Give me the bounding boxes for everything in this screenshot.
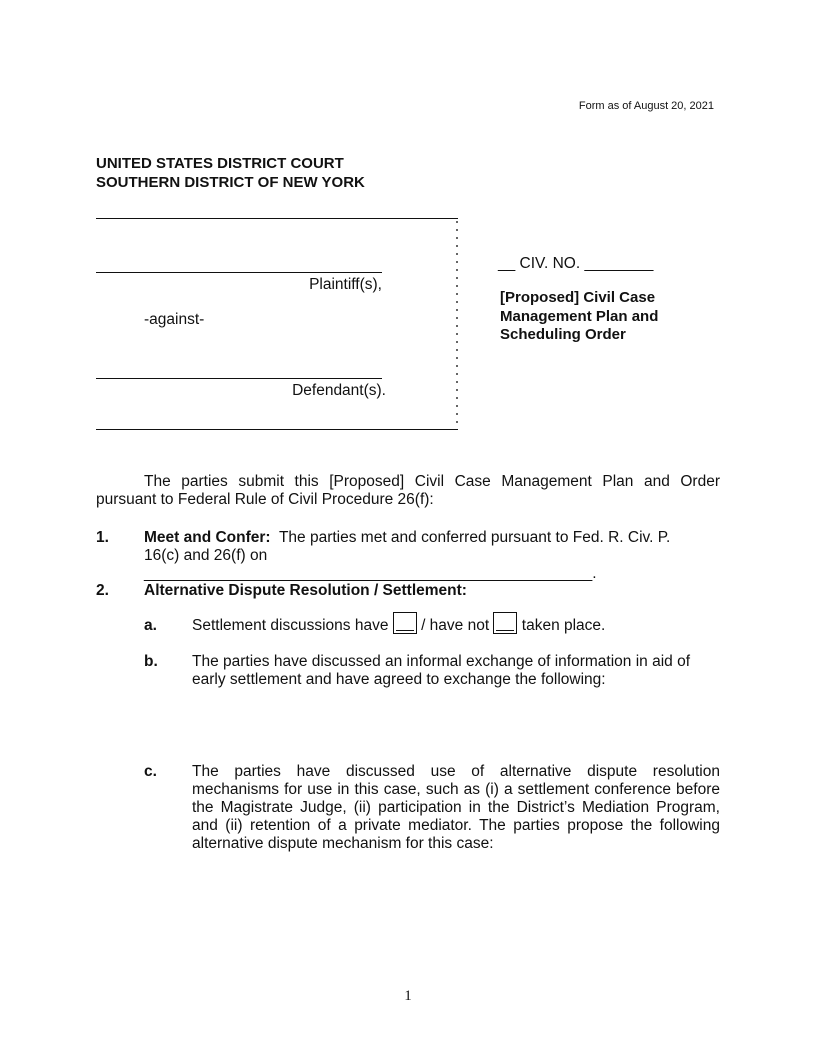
court-name-line2: SOUTHERN DISTRICT OF NEW YORK — [96, 174, 365, 191]
caption-bottom-rule — [96, 429, 458, 430]
section-1-text-line2: 16(c) and 26(f) on ____________________________________________________. — [144, 547, 597, 582]
court-name-line1: UNITED STATES DISTRICT COURT — [96, 155, 344, 172]
subsection-a-text-before: Settlement discussions have — [192, 617, 389, 634]
document-title-line3: Scheduling Order — [500, 326, 626, 343]
section-1-number: 1. — [96, 529, 109, 546]
plaintiff-label: Plaintiff(s), — [309, 276, 382, 293]
caption-top-rule — [96, 218, 458, 219]
intro-paragraph: The parties submit this [Proposed] Civil Case Management Plan and Order pursuant to Federal Rule of Civil Procedure 26(f): — [96, 473, 720, 508]
plaintiff-name-line — [96, 272, 382, 273]
have-checkbox[interactable] — [393, 612, 417, 634]
page-number: 1 — [404, 988, 412, 1004]
section-1-text-line1: The parties met and conferred pursuant to Fed. R. Civ. P. — [278, 529, 671, 546]
subsection-c-text: The parties have discussed use of alternative dispute resolution mechanisms for use in this case, such as (i) a settlement conference before the Magistrate Judge, (ii) participation in the District’s Mediation Program, and (ii) retention of a private mediator. The parties propose the following alternative dispute mechanism for this case: — [192, 763, 720, 852]
section-1-body — [144, 529, 720, 583]
section-1-heading: Meet and Confer: — [144, 529, 271, 546]
subsection-c-letter: c. — [144, 763, 157, 780]
have-not-checkbox[interactable] — [493, 612, 517, 634]
defendant-name-line — [96, 378, 382, 379]
civ-number: __ CIV. NO. ________ — [498, 255, 654, 272]
subsection-a-body — [192, 612, 720, 638]
court-name — [96, 154, 365, 192]
subsection-a-text-middle: / have not — [421, 617, 490, 634]
section-2-number: 2. — [96, 582, 109, 599]
against-label: -against- — [144, 311, 205, 328]
form-date: Form as of August 20, 2021 — [578, 100, 714, 112]
document-title — [500, 289, 710, 345]
document-title-line1: [Proposed] Civil Case — [500, 289, 656, 306]
subsection-b-text: The parties have discussed an informal exchange of information in aid of early settlement and have agreed to exchange the following: — [192, 653, 691, 688]
defendant-label: Defendant(s). — [292, 382, 386, 399]
subsection-a-letter: a. — [144, 617, 157, 634]
caption-divider — [456, 218, 458, 430]
subsection-b-letter: b. — [144, 653, 158, 670]
section-2-heading: Alternative Dispute Resolution / Settlement: — [144, 582, 467, 599]
subsection-a-text-after: taken place. — [521, 617, 606, 634]
document-title-line2: Management Plan and — [500, 307, 659, 325]
